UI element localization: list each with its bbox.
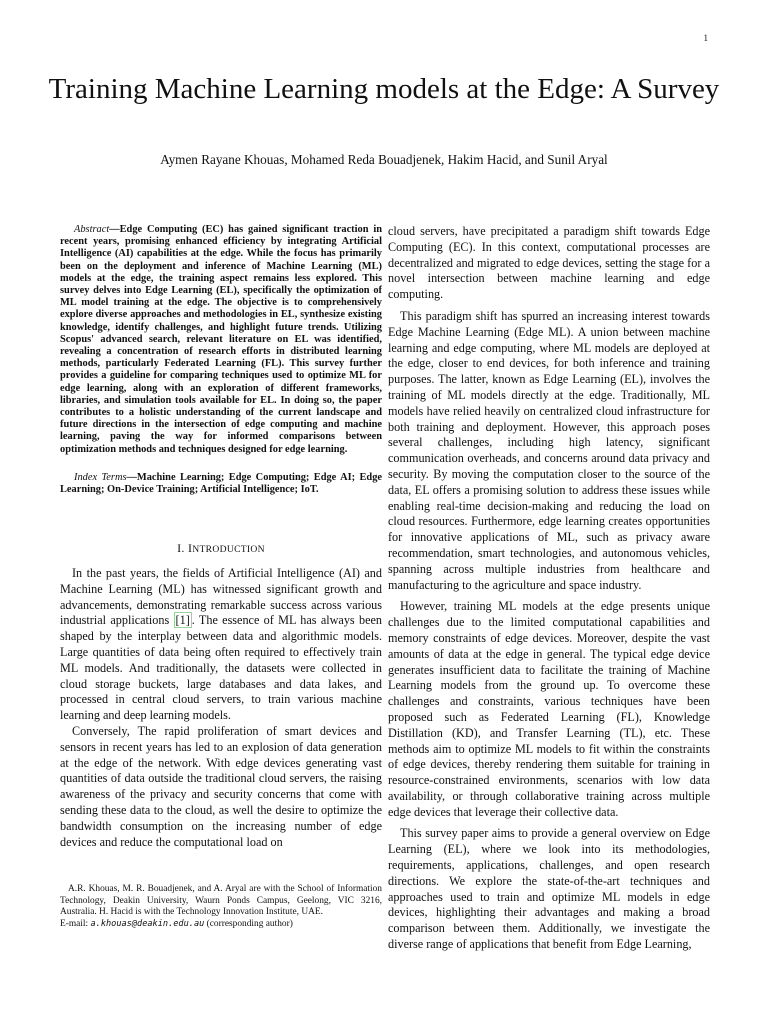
abstract-label: Abstract [74, 224, 110, 235]
right-paragraph-3: However, training ML models at the edge presents unique challenges due to the limited computational capabilities and memory constraints of edge devices. Moreover, despite the vast amounts of data at the edge in general. The typical edge device generates insufficient data to facilitate the training of Machine Learning models from the ground up. To overcome these challenges and constraints, various techniques have been proposed such as Federated Learning (FL), Knowledge Distillation (KD), and Transfer Learning (TL), etc. These methods aim to optimize ML models to fit within the constraints of edge devices, thereby rendering them suitable for training in resource-constrained environments, scenarios with low data availability, or through collaborative training across multiple edge devices that leverage their collective data. [388, 599, 710, 819]
email-note: (corresponding author) [204, 918, 293, 929]
footnote-affiliation: A.R. Khouas, M. R. Bouadjenek, and A. Aryal are with the School of Information Technology, Deakin University, Waurn Ponds Campus, Geelong, VIC 3216, Australia. H. Hacid is with the Technology Innovation Institute, UAE. [60, 884, 382, 917]
right-column [388, 224, 710, 953]
paragraph-text: . The essence of ML has always been shaped by the interplay between data and algorithmic models. Large quantities of data being often required to effectively train ML models. And traditionally, the datasets were collected in cloud storage buckets, large databases and data lakes, and processed in central cloud servers, to train various machine learning and deep learning models. [60, 613, 382, 723]
section-numeral: I. [177, 541, 188, 556]
left-column [60, 224, 382, 850]
intro-paragraph-2: Conversely, The rapid proliferation of smart devices and sensors in recent years has led to an explosion of data generation at the edge of the network. With edge devices generating vast quantities of data outside the traditional cloud servers, the raising awareness of the privacy and security concerns that come with sending these data to the cloud, as well the desire to optimize the bandwidth consumption on the increasing number of edge devices and reduce the computational load on [60, 724, 382, 849]
right-paragraph-1: cloud servers, have precipitated a paradigm shift towards Edge Computing (EC). In this context, computational processes are decentralized and migrated to edge devices, setting the stage for a novel intersection between machine learning and edge computing. [388, 224, 710, 302]
abstract-text: —Edge Computing (EC) has gained significant traction in recent years, promising enhanced efficiency by integrating Artificial Intelligence (AI) capabilities at the edge. While the focus has primarily been on the deployment and inference of Machine Learning (ML) models at the edge, the training aspect remains less explored. This survey delves into Edge Learning (EL), specifically the optimization of ML model training at the edge. The objective is to comprehensively explore diverse approaches and methodologies in EL, synthesize existing knowledge, identify challenges, and highlight future trends. Utilizing Scopus' advanced search, relevant literature on EL was identified, revealing a concentration of research efforts in distributed learning methods, particularly Federated Learning (FL). This survey further provides a guideline for comparing techniques used to optimize ML for edge learning, along with an exploration of different frameworks, libraries, and simulation tools available for EL. In doing so, the paper contributes to a holistic understanding of the current landscape and future directions in the intersection of edge computing and machine learning, paving the way for informed comparisons between optimization methods and techniques designed for edge learning. [60, 224, 382, 455]
section-heading-introduction [60, 541, 382, 558]
index-terms [60, 472, 382, 496]
email-label: E-mail: [60, 918, 91, 929]
right-paragraph-2: This paradigm shift has spurred an increasing interest towards Edge Machine Learning (Edge ML). A union between machine learning and edge computing, where ML models are deployed at the edge, closer to end devices, for both inference and training purposes. The latter, known as Edge Learning (EL), involves the training of ML models directly at the edge. Traditionally, ML models have relied heavily on centralized cloud infrastructure for both training and deployment. However, this approach poses several challenges, including high latency, significant communication overheads, and concerns around data privacy and security. By moving the computation closer to the source of the data, EL offers a promising solution to address these issues while enabling real-time decision-making and reducing the load on cloud resources. Furthermore, edge learning creates opportunities for innovative applications of ML, such as privacy aware recommendation, smart technologies, and autonomous vehicles, spanning across multiple industries from healthcare and manufacturing to the agriculture and space industry. [388, 308, 710, 592]
index-terms-text: —Machine Learning; Edge Computing; Edge AI; Edge Learning; On-Device Training; Artificial Intelligence; IoT. [60, 471, 383, 496]
footnote [60, 884, 382, 930]
footnote-email-line [60, 919, 382, 931]
section-title-rest: NTRODUCTION [192, 544, 265, 556]
abstract [60, 224, 382, 456]
paper-title: Training Machine Learning models at the Edge: A Survey [48, 73, 720, 105]
paragraph-text: In the past years, the fields of Artificial Intelligence (AI) and Machine Learning (ML) has witnessed significant growth and advancements, demonstrating remarkable success across various industrial applications [60, 566, 382, 628]
author-list: Aymen Rayane Khouas, Mohamed Reda Bouadjenek, Hakim Hacid, and Sunil Aryal [160, 152, 608, 167]
index-terms-label: Index Terms [74, 471, 127, 483]
section-initial: I [188, 541, 193, 556]
email-link[interactable]: a.khouas@deakin.edu.au [90, 918, 205, 929]
intro-paragraph-1 [60, 566, 382, 724]
right-paragraph-4: This survey paper aims to provide a general overview on Edge Learning (EL), where we look into its methodologies, requirements, applications, challenges, and open research directions. We explore the state-of-the-art techniques and approaches used to train and optimize ML models in edge devices, highlighting their advantages and making a broad comparison between them. Additionally, we investigate the diverse range of applications that benefit from Edge Learning, [388, 826, 710, 952]
page-number: 1 [703, 33, 708, 43]
citation-link[interactable]: [1] [175, 613, 190, 628]
